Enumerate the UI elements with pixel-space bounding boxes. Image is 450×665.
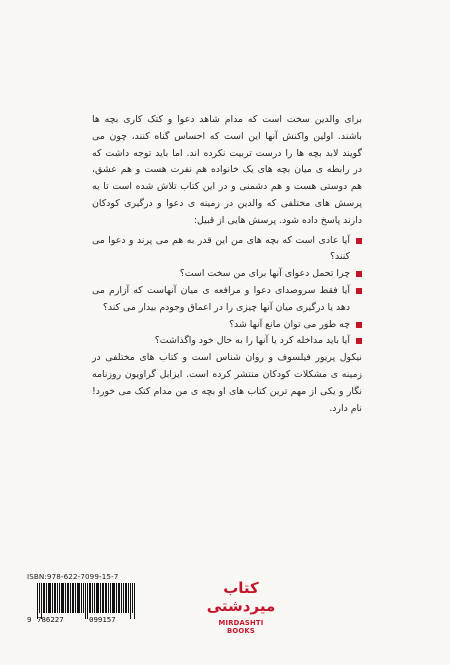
blurb-text xyxy=(92,112,362,417)
intro-paragraph: برای والدین سخت است که مدام شاهد دعوا و کتک کاری بچه ها باشند. اولین واکنش آنها این است که احساس گناه کنند، چون می گویند لابد بچه ها را درست تربیت نکرده اند. اما باید توجه داشت که در رابطه ی میان بچه های یک خانواده هم نفرت هست و هم عشق، هم دوستی هست و هم دشمنی و در این کتاب تلاش شده است تا به پرسش های مختلفی که والدین در زمینه ی دعوا و درگیری کودکان دارند پاسخ داده شود. پرسش هایی از قبیل: xyxy=(92,114,362,226)
publisher-name: MIRDASHTI BOOKS xyxy=(218,619,264,635)
bullet-square-icon xyxy=(356,288,362,294)
barcode xyxy=(27,572,147,624)
publisher-logo xyxy=(206,579,276,635)
question-item: آیا عادی است که بچه های من این قدر به هم می پرند و دعوا می کنند؟ xyxy=(92,233,362,267)
question-item: چرا تحمل دعوای آنها برای من سخت است؟ xyxy=(92,266,362,283)
question-item: آیا فقط سروصدای دعوا و مرافعه ی میان آنهاست که آزارم می دهد یا درگیری میان آنها چیزی را در اعماق وجودم بیدار می کند؟ xyxy=(92,283,362,317)
publisher-logo-mark: کتاب میردشتی xyxy=(206,579,276,615)
isbn-label: ISBN:978-622-7099-15-7 xyxy=(27,572,119,581)
bullet-square-icon xyxy=(356,238,362,244)
barcode-digits: 9 786227 099157 xyxy=(27,615,116,624)
bullet-square-icon xyxy=(356,271,362,277)
author-paragraph: نیکول پریور فیلسوف و روان شناس است و کتاب های مختلفی در زمینه ی مشکلات کودکان منتشر کرده است. ایزابل گراویون روزنامه نگار و یکی از مهم ترین کتاب های او بچه ی من مدام کتک می خورد! نام دارد. xyxy=(92,352,362,414)
bullet-square-icon xyxy=(356,338,362,344)
question-item: آیا باید مداخله کرد یا آنها را به حال خود واگذاشت؟ xyxy=(92,333,362,350)
question-item: چه طور می توان مانع آنها شد؟ xyxy=(92,317,362,334)
bullet-square-icon xyxy=(356,322,362,328)
